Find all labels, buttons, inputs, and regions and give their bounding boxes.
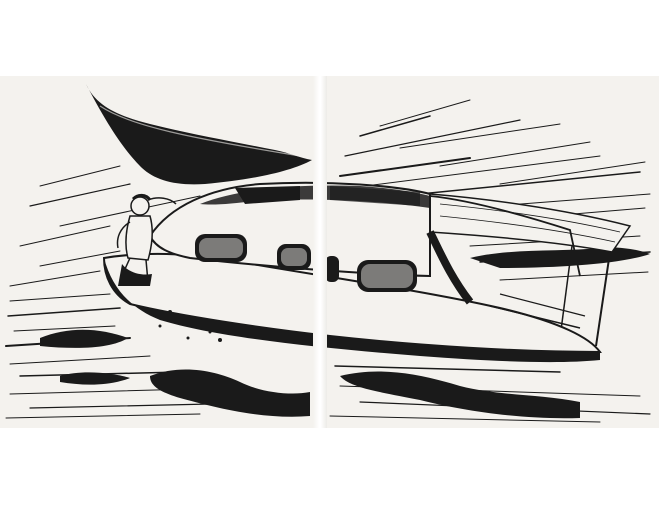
illustration-spread — [0, 76, 659, 428]
awning — [430, 194, 630, 252]
wave-dark-right — [470, 247, 650, 268]
awning-pole — [596, 252, 610, 346]
storm-cloud — [86, 84, 312, 184]
wave-dark-left — [40, 330, 128, 348]
book-gutter — [313, 76, 327, 428]
boat-illustration — [0, 76, 659, 428]
wave-splash — [150, 369, 310, 416]
